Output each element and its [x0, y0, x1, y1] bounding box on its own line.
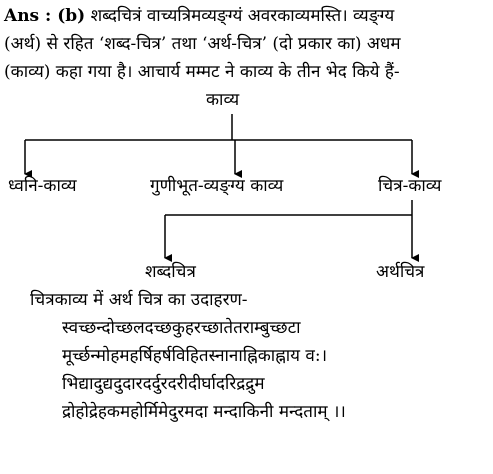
tree-node-arthachitra: अर्थचित्र	[376, 262, 425, 282]
tree-node-shabdachitra: शब्दचित्र	[145, 262, 196, 282]
answer-line-2: (अर्थ) से रहित ‘शब्द-चित्र’ तथा ‘अर्थ-चित्र’ (दो प्रकार का) अधम	[4, 34, 401, 54]
tree-node-dhvani-kavya: ध्वनि-काव्य	[8, 176, 77, 196]
answer-text-1: शब्दचित्रं वाच्यत्रिमव्यङ्ग्यं अवरकाव्यमस्ति। व्यङ्ग्य	[90, 6, 395, 26]
answer-prefix: Ans : (b)	[4, 6, 86, 26]
verse-line-1: स्वच्छन्दोच्छलदच्छकुहरच्छातेतराम्बुच्छटा	[62, 318, 301, 338]
answer-line-3: (काव्य) कहा गया है। आचार्य मम्मट ने काव्य के तीन भेद किये हैं-	[4, 62, 400, 82]
verse-line-4: द्रोहोद्रेहकमहोर्मिमेदुरमदा मन्दाकिनी मन्दताम् ।।	[62, 402, 346, 422]
verse-line-3: भिद्यादुद्यदुदारदर्दुरदरीदीर्घादरिद्रद्रुम	[62, 374, 265, 394]
verse-line-2: मूर्च्छन्मोहमहर्षिहर्षविहितस्नानाह्निकाह्नाय व:।	[62, 346, 328, 366]
tree-node-gunibhuta-vyangya-kavya: गुणीभूत-व्यङ्ग्य काव्य	[150, 176, 284, 196]
tree-node-chitra-kavya: चित्र-काव्य	[378, 176, 442, 196]
tree-root-kavya: काव्य	[206, 90, 240, 110]
example-heading: चित्रकाव्य में अर्थ चित्र का उदाहरण-	[30, 290, 248, 310]
